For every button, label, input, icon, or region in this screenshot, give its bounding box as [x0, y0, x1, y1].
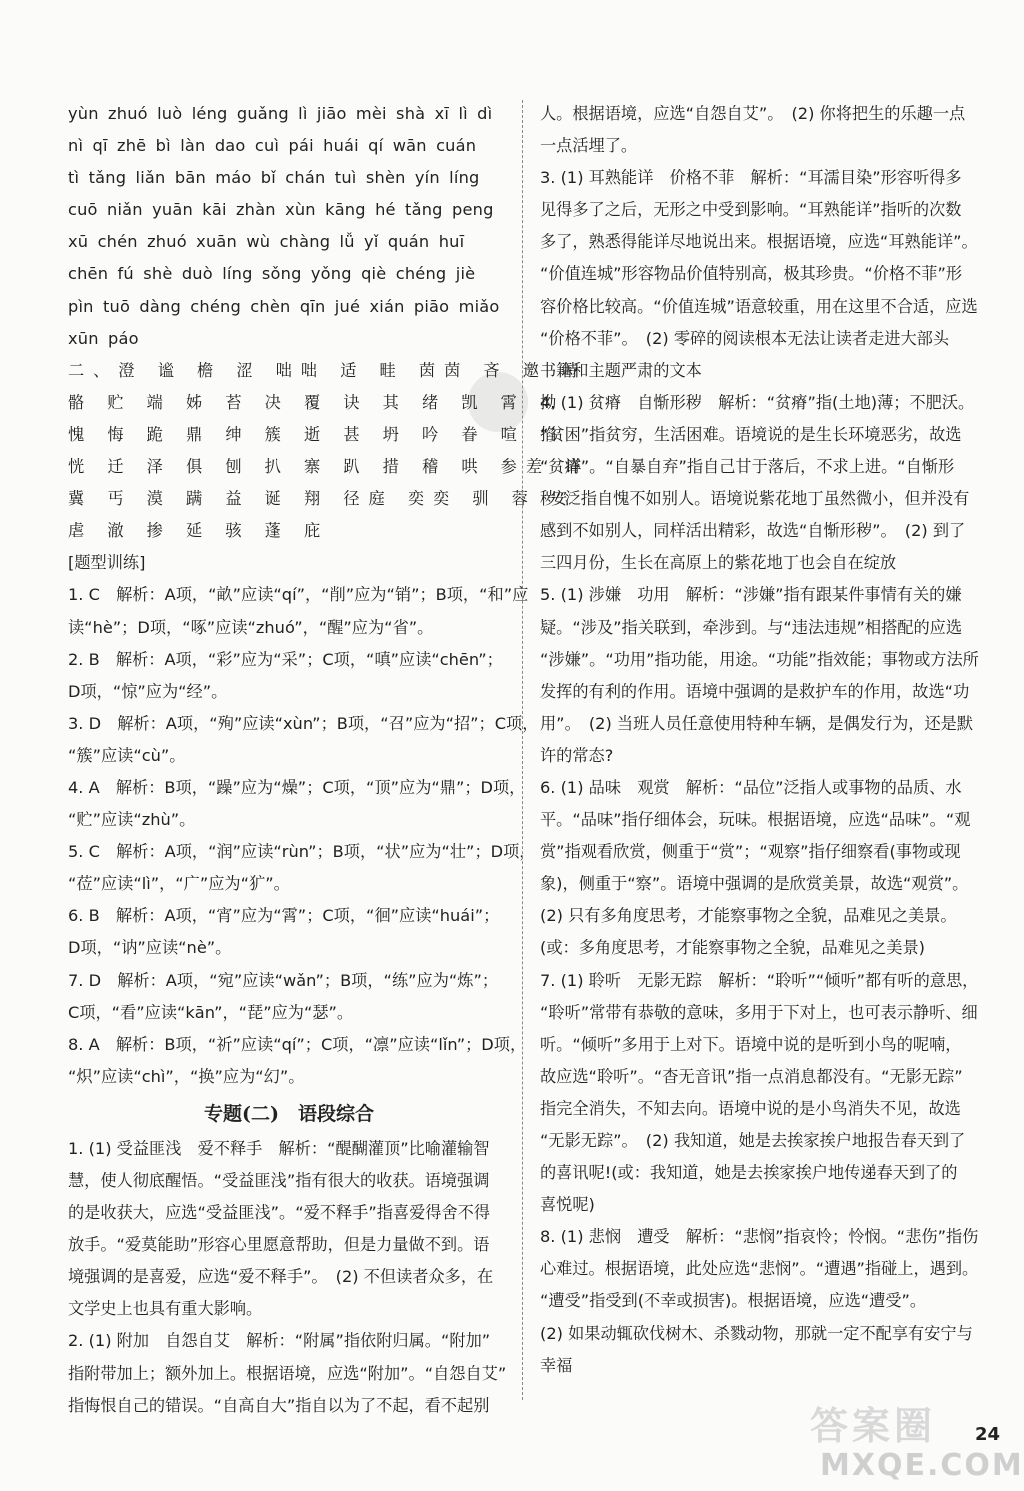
text-line: 虐 澈 掺 延 骇 蓬 庇 [68, 521, 330, 541]
text-line: “莅”应读“lì”，“广”应为“犷”。 [68, 874, 290, 894]
text-line: 疑。“涉及”指关联到，牵涉到。与“违法违规”相搭配的应选 [540, 617, 963, 637]
text-line: pìn tuō dàng chéng chèn qīn jué xián piāo miǎo [68, 296, 500, 316]
text-line: 二、澄 谧 檐 涩 咄咄 适 畦 茵茵 吝 邀 峙 [68, 360, 588, 380]
text-line: “贮”应读“zhù”。 [68, 810, 196, 830]
text-line: “簇”应读“cù”。 [68, 745, 186, 765]
text-line: 读“hè”；D项，“啄”应读“zhuó”，“醒”应为“省”。 [68, 617, 434, 637]
text-line: 3. D 解析：A项，“殉”应读“xùn”；B项，“召”应为“招”；C项， [68, 713, 539, 733]
text-line: xū chén zhuó xuān wù chàng lǚ yǐ quán huī [68, 232, 465, 252]
text-line: 指附带加上；额外加上。根据语境，应选“附加”。“自怨自艾” [68, 1363, 507, 1383]
text-line: 愧 悔 跪 鼎 绅 簇 逝 甚 坍 吟 眷 喧 掐 [68, 424, 566, 444]
text-line: 文学史上也具有重大影响。 [68, 1299, 263, 1319]
text-line: “涉嫌”。“功用”指功能，用途。“功能”指效能；事物或方法所 [540, 649, 979, 669]
text-line: 秽”泛指自愧不如别人。语境说紫花地丁虽然微小，但并没有 [540, 489, 970, 509]
text-line: 1. C 解析：A项，“畝”应读“qí”，“削”应为“销”；B项，“和”应 [68, 585, 529, 605]
text-line: 4. (1) 贫瘠 自惭形秽 解析：“贫瘠”指(土地)薄；不肥沃。 [540, 392, 975, 412]
text-line: 4. A 解析：B项，“躁”应为“燥”；C项，“顶”应为“鼎”；D项， [68, 777, 526, 797]
text-line: 2. B 解析：A项，“彩”应为“采”；C项，“嗔”应读“chēn”； [68, 649, 503, 669]
section-title: 专题(二) 语段综合 [204, 1102, 374, 1125]
text-line: 象)，侧重于“察”。语境中强调的是欣赏美景，故选“观赏”。 [540, 874, 969, 894]
text-line: 感到不如别人，同样活出精彩，故选“自惭形秽”。 (2) 到了 [540, 521, 966, 541]
text-line: 放手。“爱莫能助”形容心里愿意帮助，但是力量做不到。语 [68, 1235, 490, 1255]
text-line: 2. (1) 附加 自怨自艾 解析：“附属”指依附归属。“附加” [68, 1331, 491, 1351]
text-line: 发挥的有利的作用。语境中强调的是救护车的作用，故选“功 [540, 681, 970, 701]
text-line: chēn fú shè duò líng sǒng yǒng qiè chéng jiè [68, 264, 476, 284]
text-line: D项，“讷”应读“nè”。 [68, 938, 232, 958]
text-line: cuō niǎn yuān kāi zhàn xùn kāng hé tǎng peng [68, 200, 494, 220]
text-line: 7. (1) 聆听 无影无踪 解析：“聆听”“倾听”都有听的意思， [540, 970, 979, 990]
text-line: [题型训练] [68, 553, 146, 573]
text-line: 多了，熟悉得能详尽地说出来。根据语境，应选“耳熟能详”。 [540, 232, 978, 252]
text-line: D项，“惊”应为“经”。 [68, 681, 228, 701]
text-line: 7. D 解析：A项，“宛”应读“wǎn”；B项，“练”应为“炼”； [68, 970, 499, 990]
text-line: “遭受”指受到(不幸或损害)。根据语境，应选“遭受”。 [540, 1291, 927, 1311]
text-line: 5. (1) 涉嫌 功用 解析：“涉嫌”指有跟某件事情有关的嫌 [540, 585, 962, 605]
text-line: 故应选“聆听”。“杳无音讯”指一点消息都没有。“无影无踪” [540, 1066, 963, 1086]
watermark-url: MXQE.COM [820, 1448, 1024, 1483]
text-line: 的喜讯呢!(或：我知道，她是去挨家挨户地传递春天到了的 [540, 1163, 958, 1183]
text-line: “价格不菲”。 (2) 零碎的阅读根本无法让读者走进大部头 [540, 328, 950, 348]
text-line: 境强调的是喜爱，应选“爱不释手”。 (2) 不但读者众多，在 [68, 1267, 494, 1287]
text-line: 一点活埋了。 [540, 136, 638, 156]
text-line: 指悔恨自己的错误。“自高自大”指自以为了不起，看不起别 [68, 1395, 490, 1415]
text-line: 1. (1) 受益匪浅 爱不释手 解析：“醍醐灌顶”比喻灌输智 [68, 1138, 490, 1158]
text-line: 赏”指观看欣赏，侧重于“赏”；“观察”指仔细察看(事物或现 [540, 842, 961, 862]
text-line: 骼 贮 端 姊 苔 决 覆 诀 其 绪 凯 霄 拗 [68, 392, 566, 412]
text-line: 三四月份，生长在高原上的紫花地丁也会自在绽放 [540, 553, 897, 573]
text-line: “聆听”常带有恭敬的意味，多用于下对上，也可表示静听、细 [540, 1002, 978, 1022]
text-line: 容价格比较高。“价值连城”语意较重，用在这里不合适，应选 [540, 296, 978, 316]
text-line: 的是收获大，应选“受益匪浅”。“爱不释手”指喜爱得舍不得 [68, 1203, 491, 1223]
text-line: tì tǎng liǎn bān máo bǐ chán tuì shèn yín líng [68, 168, 480, 188]
text-line: nì qī zhē bì làn dao cuì pái huái qí wān cuán [68, 136, 477, 156]
text-line: 幸福 [540, 1355, 573, 1375]
text-line: 6. (1) 品味 观赏 解析：“品位”泛指人或事物的品质、水 [540, 777, 962, 797]
text-line: xūn páo [68, 328, 139, 348]
text-line: 8. (1) 悲悯 遭受 解析：“悲悯”指哀怜；怜悯。“悲伤”指伤 [540, 1227, 979, 1247]
text-line: “价值连城”形容物品价值特别高，极其珍贵。“价格不菲”形 [540, 264, 963, 284]
text-line: 6. B 解析：A项，“宵”应为“霄”；C项，“徊”应读“huái”； [68, 906, 500, 926]
text-line: C项，“看”应读“kān”，“琵”应为“瑟”。 [68, 1002, 354, 1022]
watermark-logo: 答案圈 [810, 1403, 937, 1448]
text-line: 人。根据语境，应选“自怨自艾”。 (2) 你将把生的乐趣一点 [540, 104, 966, 123]
text-line: 平。“品味”指仔细体会，玩味。根据语境，应选“品味”。“观 [540, 810, 971, 830]
text-line: “炽”应读“chì”，“换”应为“幻”。 [68, 1066, 305, 1086]
text-line: 3. (1) 耳熟能详 价格不菲 解析：“耳濡目染”形容听得多 [540, 168, 962, 188]
left-section-answers [68, 1133, 510, 1422]
column-divider [522, 100, 523, 1400]
text-line: 喜悦呢) [540, 1195, 595, 1215]
text-line: 听。“倾听”多用于上对下。语境中说的是听到小鸟的呢喃， [540, 1034, 962, 1054]
text-line: 恍 迁 泽 俱 刨 扒 寨 趴 措 稽 哄 参差 详 [68, 457, 591, 477]
text-line: “贫瘠”。“自暴自弃”指自己甘于落后，不求上进。“自惭形 [540, 457, 955, 477]
text-line: 用”。 (2) 当班人员任意使用特种车辆，是偶发行为，还是默 [540, 713, 974, 733]
text-line: 见得多了之后，无形之中受到影响。“耳熟能详”指听的次数 [540, 200, 962, 220]
text-line: 指完全消失，不知去向。语境中说的是小鸟消失不见，故选 [540, 1098, 961, 1118]
text-line: “贫困”指贫穷，生活困难。语境说的是生长环境恶劣，故选 [540, 424, 962, 444]
text-line: (2) 只有多角度思考，才能察事物之全貌，品难见之美景。 [540, 906, 957, 926]
text-line: 冀 丐 漠 蹒 益 诞 翔 径庭 奕奕 驯 蓉 安 [68, 489, 577, 509]
right-column [540, 98, 980, 1382]
text-line: 心难过。根据语境，此处应选“悲悯”。“遭遇”指碰上，遇到。 [540, 1259, 979, 1279]
text-line: 5. C 解析：A项，“润”应读“rùn”；B项，“状”应为“壮”；D项， [68, 842, 536, 862]
text-line: yùn zhuó luò léng guǎng lì jiāo mèi shà xī lì dì [68, 104, 493, 123]
page-number: 24 [974, 1424, 1000, 1445]
text-line: 许的常态? [540, 745, 614, 765]
text-line: (2) 如果动辄砍伐树木、杀戮动物，那就一定不配享有安宁与 [540, 1323, 973, 1343]
text-line: “无影无踪”。 (2) 我知道，她是去挨家挨户地报告春天到了 [540, 1131, 966, 1150]
text-line: 慧，使人彻底醒悟。“受益匪浅”指有很大的收获。语境强调 [68, 1171, 490, 1190]
text-line: (或：多角度思考，才能察事物之全貌，品难见之美景) [540, 938, 925, 958]
text-line: 书籍和主题严肃的文本 [540, 360, 702, 380]
text-line: 8. A 解析：B项，“祈”应读“qí”；C项，“凛”应读“lǐn”；D项， [68, 1034, 527, 1054]
